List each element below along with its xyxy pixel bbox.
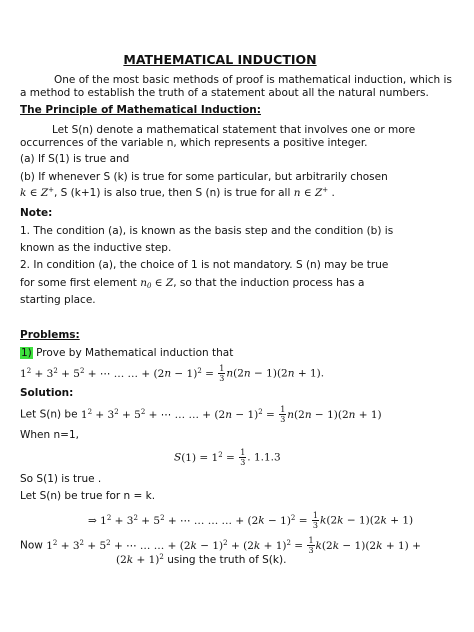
- intro-line-1: One of the most basic methods of proof is mathematical induction, which is: [54, 74, 452, 86]
- principle-heading: The Principle of Mathematical Induction:: [20, 104, 261, 116]
- problem-1-text: Prove by Mathematical induction that: [36, 347, 234, 359]
- note-heading: Note:: [20, 207, 53, 219]
- solution-let-line: [20, 405, 382, 424]
- principle-line-2: occurrences of the variable n, which represents a positive integer.: [20, 137, 368, 149]
- document-title: MATHEMATICAL INDUCTION: [123, 52, 317, 67]
- intro-line-2: a method to establish the truth of a statement about all the natural numbers.: [20, 87, 429, 99]
- solution-s1-true: So S(1) is true .: [20, 473, 102, 485]
- formula-n-in-z: n ∈ Z+: [293, 186, 329, 199]
- formula-s1: $S(1) = 1^2$ = $\frac{1}{3}$ . 1.1.3: [174, 448, 281, 467]
- solution-heading: Solution:: [20, 387, 74, 399]
- condition-b-line-2: [20, 186, 335, 200]
- formula-sk1-part2: $(2k + 1)^2$: [116, 553, 164, 566]
- solution-when-n1: When n=1,: [20, 429, 79, 441]
- condition-b-text: , S (k+1) is also true, then S (n) is true for all: [54, 187, 291, 199]
- problem-1: [20, 346, 233, 360]
- problems-heading: Problems:: [20, 329, 80, 341]
- principle-line-1: Let S(n) denote a mathematical statement that involves one or more: [52, 124, 416, 136]
- solution-let-text: Let S(n) be: [20, 408, 78, 421]
- solution-let-k: Let S(n) be true for n = k.: [20, 490, 156, 502]
- formula-sk: ⇒ $1^2 + 3^2 + 5^2$ + ⋯ … … … + $(2k - 1)^2$ = $\frac{1}{3}$ k(2k − 1)(2k + 1): [88, 511, 414, 530]
- note-2-line-2: [20, 276, 364, 290]
- solution-using-text: using the truth of S(k).: [167, 554, 287, 566]
- note-2-line-1: 2. In condition (a), the choice of 1 is not mandatory. S (n) may be true: [20, 259, 389, 271]
- solution-let-formula: $1^2 + 3^2 + 5^2$ + ⋯ … … + $(2n - 1)^2$ = $\frac{1}{3}$ n(2n − 1)(2n + 1): [80, 405, 382, 424]
- formula-n0-in-z: $n_0$ ∈ Z: [140, 277, 174, 290]
- solution-now-text: Now: [20, 539, 43, 552]
- note-1-line-1: 1. The condition (a), is known as the basis step and the condition (b) is: [20, 225, 394, 237]
- note-2-text-post: , so that the induction process has a: [173, 277, 365, 289]
- solution-now-line-2: [116, 553, 286, 567]
- note-1-line-2: known as the inductive step.: [20, 242, 172, 254]
- condition-a: (a) If S(1) is true and: [20, 153, 130, 165]
- formula-sk1-part1: $1^2 + 3^2 + 5^2$ + ⋯ … … + $(2k - 1)^2 + (2k + 1)^2$ = $\frac{1}{3}$ k(2k − 1)(2k + 1) +: [46, 536, 421, 555]
- problem-1-formula: $1^2 + 3^2 + 5^2$ + ⋯ … … + $(2n - 1)^2$ = $\frac{1}{3}$ n(2n − 1)(2n + 1).: [20, 364, 325, 383]
- condition-b-line-1: (b) If whenever S (k) is true for some particular, but arbitrarily chosen: [20, 171, 388, 183]
- formula-k-in-z: k ∈ Z+: [20, 186, 54, 199]
- condition-b-end: .: [331, 187, 335, 199]
- note-2-text-pre: for some first element: [20, 277, 137, 289]
- note-2-line-3: starting place.: [20, 294, 96, 306]
- problem-number-highlight: 1): [21, 347, 32, 359]
